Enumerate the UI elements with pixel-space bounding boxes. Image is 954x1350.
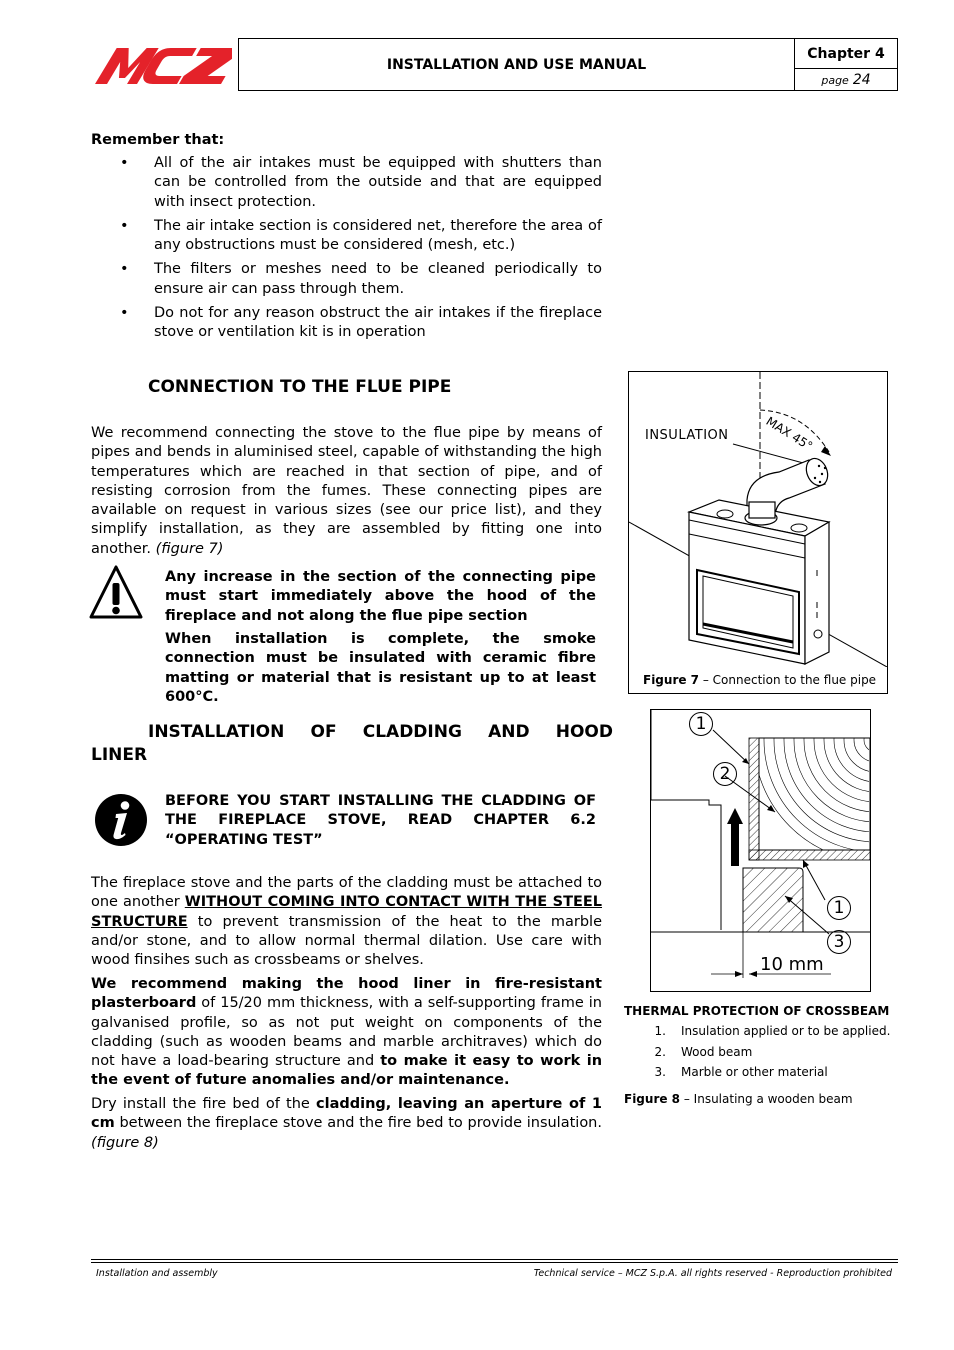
emphasis-underline: WITHOUT COMING INTO CONTACT WITH THE STEEL STRUCTURE [91, 894, 603, 930]
marker-1: 1 [689, 712, 713, 736]
dimension-label: 10 mm [760, 954, 824, 975]
warning-icon [88, 563, 144, 621]
cladding-paragraph-3 [91, 1095, 602, 1153]
marker-2: 2 [713, 762, 737, 786]
flue-paragraph [91, 424, 602, 559]
info-note: BEFORE YOU START INSTALLING THE CLADDING OF THE FIREPLACE STOVE, READ CHAPTER 6.2 “OPERATING TEST” [165, 793, 596, 848]
flue-paragraph-text: We recommend connecting the stove to the flue pipe by means of pipes and bends in aluminised steel, capable of withstanding the high temperatures which are reached in that section of pipe, and of resisting corrosion from the fumes. These connecting pipes are available on request in various sizes (see our price list), and they simplify installation, as they are assembled by fitting one into another. [91, 425, 602, 557]
figure-8 [650, 709, 871, 992]
emphasis-bold: cladding, leaving an aperture of 1 cm [91, 1096, 602, 1132]
text-span: of 15/20 mm thickness, with a self-supporting frame in galvanised profile, so as not put weight on components of the cladding (such as wooden beams and marble architraves) which do not have a load-bearing structure and [91, 995, 602, 1070]
cladding-heading-cont: LINER [91, 745, 148, 765]
info-icon [94, 793, 148, 847]
caption-text: – Connection to the flue pipe [702, 673, 877, 687]
cladding-paragraph-2 [91, 975, 602, 1091]
remember-list [118, 154, 602, 348]
marker-3: 3 [827, 930, 851, 954]
footer-right: Technical service – MCZ S.p.A. all rights reserved - Reproduction prohibited [533, 1268, 892, 1279]
page-number: 24 [852, 72, 871, 88]
list-item: 2. Wood beam [654, 1044, 753, 1059]
flue-connection-drawing [629, 372, 887, 667]
footer-divider [91, 1259, 898, 1260]
figure-7-caption [643, 673, 876, 687]
list-item: • All of the air intakes must be equipped with shutters than can be controlled from the outside and that are equipped with insect protection. [118, 154, 602, 212]
figure-7 [628, 371, 888, 694]
figure-8-caption [624, 1092, 853, 1106]
marker-1: 1 [827, 896, 851, 920]
emphasis-bold: We recommend making the hood liner in fire-resistant plasterboard [91, 976, 602, 1012]
remember-title: Remember that: [91, 132, 225, 148]
warning-text-1: Any increase in the section of the connecting pipe must start immediately above the hood of the fireplace and not along the flue pipe section [165, 569, 596, 624]
max-angle-label: MAX 45° [763, 414, 815, 454]
chapter-box [795, 38, 898, 91]
text-span: to prevent transmission of the heat to the marble and/or stone, and to allow normal thermal dilation. Use care with wood finsihes such as crossbeams or shelves. [91, 913, 602, 969]
caption-text: – Insulating a wooden beam [683, 1092, 853, 1106]
figure-ref: (figure 7) [155, 540, 224, 557]
text-span: Dry install the fire bed of the [91, 1096, 310, 1112]
mcz-logo [92, 44, 232, 86]
footer-divider [91, 1262, 898, 1263]
caption-label: Figure 8 [624, 1092, 681, 1106]
text-span: between the fireplace stove and the fire bed to provide insulation. [119, 1115, 602, 1132]
list-item: • Do not for any reason obstruct the air intakes if the fireplace stove or ventilation kit is in operation [118, 304, 602, 343]
list-item: 3. Marble or other material [654, 1065, 828, 1079]
list-item: • The filters or meshes need to be cleaned periodically to ensure air can pass through them. [118, 260, 602, 299]
cladding-heading: INSTALLATION OF CLADDING AND HOOD [148, 722, 613, 742]
cladding-paragraph-1 [91, 874, 602, 970]
manual-title: INSTALLATION AND USE MANUAL [238, 38, 795, 91]
emphasis-bold: to make it easy to work in the event of future anomalies and/or maintenance. [91, 1053, 603, 1089]
figure-8-legend-title: THERMAL PROTECTION OF CROSSBEAM [624, 1004, 890, 1018]
list-item: 1. Insulation applied or to be applied. [654, 1024, 891, 1038]
figure-8-legend [624, 1024, 890, 1086]
caption-label: Figure 7 [643, 673, 700, 687]
page-label: page [821, 73, 849, 87]
text-span: The fireplace stove and the parts of the cladding must be attached to one another [91, 875, 602, 911]
chapter-label: Chapter 4 [795, 39, 897, 69]
footer-left: Installation and assembly [96, 1268, 218, 1279]
page-indicator [795, 69, 897, 91]
flue-heading: CONNECTION TO THE FLUE PIPE [148, 377, 452, 397]
warning-text-2: When installation is complete, the smoke connection must be insulated with ceramic fibre matting or material that is resistant up to at least 600°C. [165, 631, 596, 705]
list-item: • The air intake section is considered net, therefore the area of any obstructions must be considered (mesh, etc.) [118, 217, 602, 256]
figure-ref: (figure 8) [91, 1134, 159, 1151]
insulation-label: INSULATION [645, 428, 729, 443]
